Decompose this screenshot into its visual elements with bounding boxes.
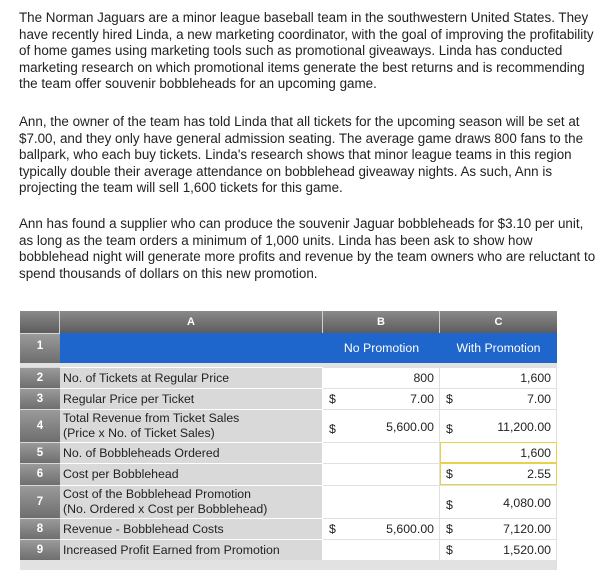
corner-header [20,311,60,333]
label-text: (Price x No. of Ticket Sales) [63,425,215,440]
row-header[interactable]: 7 [20,485,60,518]
label-text: No. of Bobbleheads Ordered [63,446,220,460]
label-cell[interactable] [60,539,323,560]
value-cell-b[interactable] [323,388,440,409]
value-text: 1,520.00 [503,543,551,557]
label-cell[interactable] [60,485,323,518]
value-cell-b[interactable] [323,485,440,518]
label-text: Revenue - Bobblehead Costs [63,522,224,536]
label-text: Cost per Bobblehead [63,467,179,481]
value-cell-c[interactable] [440,485,557,518]
dollar-sign: $ [446,498,453,512]
supplier-paragraph: Ann has found a supplier who can produce the souvenir Jaguar bobbleheads for $3.10 per unit, as long as the team orders a minimum of 1,000 units. Linda has been ask to show how bobblehead night will generate more profits and revenue by the team owners who are reluctant to spend thousands of dollars on this new promotion. [19,216,596,281]
value-text: 7.00 [527,392,551,406]
label-cell[interactable] [60,442,323,463]
dollar-sign: $ [446,543,453,557]
label-text: Cost of the Bobblehead Promotion [63,487,251,501]
pricing-paragraph: Ann, the owner of the team has told Linda that all tickets for the upcoming season will be set at $7.00, and they only have general admission seating. The average game draws 800 fans to the ballpark, who each buy tickets. Linda's research shows that minor league teams in this region typically double their average attendance on bobblehead giveaway nights. As such, Ann is projecting the team will sell 1,600 tickets for this game. [19,114,584,196]
column-header-c[interactable]: C [440,311,557,333]
row-header[interactable]: 3 [20,388,60,409]
value-cell-b[interactable] [323,409,440,442]
value-cell-c[interactable] [440,442,557,463]
value-cell-b[interactable] [323,442,440,463]
value-cell-c[interactable] [440,388,557,409]
intro-paragraph: The Norman Jaguars are a minor league baseball team in the southwestern United States. They have recently hired Linda, a new marketing coordinator, with the goal of improving the profitability of home games using marketing tools such as promotional giveaways. Linda has conducted marketing research on which promotional items generate the best returns and is recommending the team offer souvenir bobbleheads for an upcoming game. [19,10,594,92]
value-text: 2.55 [527,467,551,481]
value-cell-c[interactable] [440,463,557,485]
label-cell[interactable] [60,388,323,409]
value-cell-b[interactable] [323,367,440,388]
value-text: 7.00 [410,392,434,406]
value-cell-c[interactable] [440,409,557,442]
label-cell[interactable] [60,518,323,539]
value-cell-b[interactable] [323,463,440,485]
spreadsheet [20,311,557,570]
dollar-sign: $ [329,422,336,436]
value-cell-b[interactable] [323,518,440,539]
value-cell-c[interactable] [440,518,557,539]
label-text: Increased Profit Earned from Promotion [63,543,280,557]
row-header[interactable]: 6 [20,463,60,485]
value-text: 800 [413,371,434,385]
dollar-sign: $ [446,467,453,481]
column-header-a[interactable]: A [60,311,323,333]
dollar-sign: $ [446,392,453,406]
value-text: 5,600.00 [386,420,434,434]
header-cell-a[interactable] [60,333,323,363]
dollar-sign: $ [446,522,453,536]
value-text: 11,200.00 [497,420,551,434]
dollar-sign: $ [329,522,336,536]
label-text: No. of Tickets at Regular Price [63,371,230,385]
row-header[interactable]: 1 [20,333,60,363]
row-header[interactable]: 8 [20,518,60,539]
value-text: 7,120.00 [503,522,551,536]
value-text: 4,080.00 [503,496,551,510]
label-text: Total Revenue from Ticket Sales [63,411,240,425]
value-text: 5,600.00 [386,522,434,536]
row-header[interactable]: 5 [20,442,60,463]
label-cell[interactable] [60,367,323,388]
dollar-sign: $ [446,422,453,436]
value-cell-c[interactable] [440,367,557,388]
value-text: 1,600 [520,371,551,385]
label-cell[interactable] [60,409,323,442]
column-header-b[interactable]: B [323,311,440,333]
value-cell-c[interactable] [440,539,557,560]
dollar-sign: $ [329,392,336,406]
row-header[interactable]: 9 [20,539,60,560]
row-header[interactable]: 2 [20,367,60,388]
label-text: (No. Ordered x Cost per Bobblehead) [63,501,268,516]
row-header[interactable]: 4 [20,409,60,442]
header-no-promotion[interactable]: No Promotion [323,333,440,363]
value-cell-b[interactable] [323,539,440,560]
label-text: Regular Price per Ticket [63,392,195,406]
label-cell[interactable] [60,463,323,485]
header-with-promotion[interactable]: With Promotion [440,333,557,363]
value-text: 1,600 [520,446,551,460]
